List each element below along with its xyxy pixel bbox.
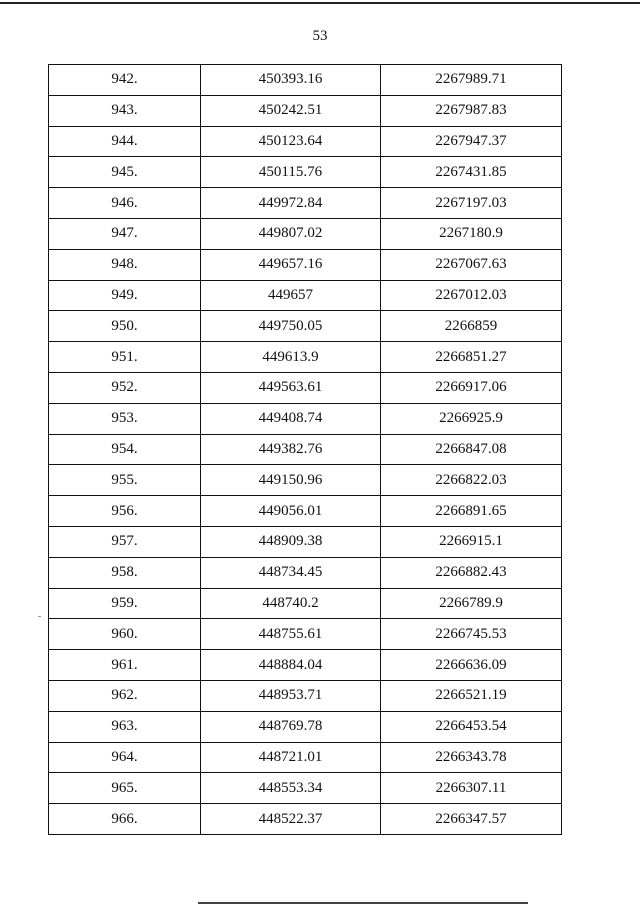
y-coordinate-cell: 2266891.65: [381, 496, 562, 527]
x-coordinate-cell: 448953.71: [201, 680, 381, 711]
x-coordinate-cell: 448755.61: [201, 619, 381, 650]
table-row: [49, 804, 562, 835]
x-coordinate-cell: 448740.2: [201, 588, 381, 619]
x-coordinate-cell: 448553.34: [201, 773, 381, 804]
point-number-cell: 946.: [49, 188, 201, 219]
point-number-cell: 954.: [49, 434, 201, 465]
point-number-cell: 959.: [49, 588, 201, 619]
y-coordinate-cell: 2266521.19: [381, 680, 562, 711]
y-coordinate-cell: 2266915.1: [381, 526, 562, 557]
table-row: [49, 496, 562, 527]
coordinates-table-body: [49, 65, 562, 835]
table-row: [49, 680, 562, 711]
x-coordinate-cell: 450115.76: [201, 157, 381, 188]
page-number: 53: [312, 28, 328, 44]
point-number-cell: 942.: [49, 65, 201, 96]
y-coordinate-cell: 2266343.78: [381, 742, 562, 773]
coordinates-table: [48, 64, 562, 835]
point-number-cell: 966.: [49, 804, 201, 835]
point-number-cell: 951.: [49, 342, 201, 373]
x-coordinate-cell: 448909.38: [201, 526, 381, 557]
point-number-cell: 957.: [49, 526, 201, 557]
point-number-cell: 960.: [49, 619, 201, 650]
x-coordinate-cell: 449657: [201, 280, 381, 311]
table-row: [49, 588, 562, 619]
y-coordinate-cell: 2266822.03: [381, 465, 562, 496]
table-row: [49, 95, 562, 126]
x-coordinate-cell: 449563.61: [201, 372, 381, 403]
x-coordinate-cell: 449972.84: [201, 188, 381, 219]
table-row: [49, 280, 562, 311]
table-row: [49, 773, 562, 804]
table-row: [49, 403, 562, 434]
x-coordinate-cell: 449807.02: [201, 218, 381, 249]
point-number-cell: 956.: [49, 496, 201, 527]
point-number-cell: 948.: [49, 249, 201, 280]
point-number-cell: 945.: [49, 157, 201, 188]
x-coordinate-cell: 449657.16: [201, 249, 381, 280]
y-coordinate-cell: 2266847.08: [381, 434, 562, 465]
y-coordinate-cell: 2266347.57: [381, 804, 562, 835]
y-coordinate-cell: 2267989.71: [381, 65, 562, 96]
scan-mark: [38, 616, 41, 617]
table-row: [49, 465, 562, 496]
point-number-cell: 953.: [49, 403, 201, 434]
x-coordinate-cell: 448721.01: [201, 742, 381, 773]
point-number-cell: 955.: [49, 465, 201, 496]
x-coordinate-cell: 450242.51: [201, 95, 381, 126]
table-row: [49, 249, 562, 280]
table-row: [49, 650, 562, 681]
point-number-cell: 964.: [49, 742, 201, 773]
table-row: [49, 711, 562, 742]
y-coordinate-cell: 2266745.53: [381, 619, 562, 650]
y-coordinate-cell: 2266789.9: [381, 588, 562, 619]
x-coordinate-cell: 448884.04: [201, 650, 381, 681]
point-number-cell: 961.: [49, 650, 201, 681]
table-row: [49, 218, 562, 249]
bottom-rule: [198, 902, 528, 904]
y-coordinate-cell: 2266925.9: [381, 403, 562, 434]
point-number-cell: 943.: [49, 95, 201, 126]
x-coordinate-cell: 449613.9: [201, 342, 381, 373]
y-coordinate-cell: 2266453.54: [381, 711, 562, 742]
table-row: [49, 311, 562, 342]
point-number-cell: 944.: [49, 126, 201, 157]
point-number-cell: 958.: [49, 557, 201, 588]
y-coordinate-cell: 2267431.85: [381, 157, 562, 188]
y-coordinate-cell: 2267012.03: [381, 280, 562, 311]
point-number-cell: 965.: [49, 773, 201, 804]
y-coordinate-cell: 2266882.43: [381, 557, 562, 588]
x-coordinate-cell: 448769.78: [201, 711, 381, 742]
y-coordinate-cell: 2266851.27: [381, 342, 562, 373]
table-row: [49, 557, 562, 588]
x-coordinate-cell: 450393.16: [201, 65, 381, 96]
point-number-cell: 950.: [49, 311, 201, 342]
x-coordinate-cell: 449408.74: [201, 403, 381, 434]
y-coordinate-cell: 2267947.37: [381, 126, 562, 157]
y-coordinate-cell: 2267180.9: [381, 218, 562, 249]
y-coordinate-cell: 2267067.63: [381, 249, 562, 280]
table-row: [49, 434, 562, 465]
table-row: [49, 342, 562, 373]
point-number-cell: 947.: [49, 218, 201, 249]
x-coordinate-cell: 448522.37: [201, 804, 381, 835]
table-row: [49, 742, 562, 773]
table-row: [49, 126, 562, 157]
y-coordinate-cell: 2267987.83: [381, 95, 562, 126]
table-row: [49, 188, 562, 219]
x-coordinate-cell: 449382.76: [201, 434, 381, 465]
point-number-cell: 952.: [49, 372, 201, 403]
y-coordinate-cell: 2266917.06: [381, 372, 562, 403]
y-coordinate-cell: 2267197.03: [381, 188, 562, 219]
table-row: [49, 372, 562, 403]
y-coordinate-cell: 2266859: [381, 311, 562, 342]
y-coordinate-cell: 2266636.09: [381, 650, 562, 681]
x-coordinate-cell: 448734.45: [201, 557, 381, 588]
y-coordinate-cell: 2266307.11: [381, 773, 562, 804]
table-row: [49, 526, 562, 557]
point-number-cell: 963.: [49, 711, 201, 742]
point-number-cell: 962.: [49, 680, 201, 711]
table-row: [49, 65, 562, 96]
point-number-cell: 949.: [49, 280, 201, 311]
top-rule: [0, 2, 640, 4]
table-row: [49, 157, 562, 188]
x-coordinate-cell: 450123.64: [201, 126, 381, 157]
table-row: [49, 619, 562, 650]
x-coordinate-cell: 449056.01: [201, 496, 381, 527]
x-coordinate-cell: 449750.05: [201, 311, 381, 342]
x-coordinate-cell: 449150.96: [201, 465, 381, 496]
